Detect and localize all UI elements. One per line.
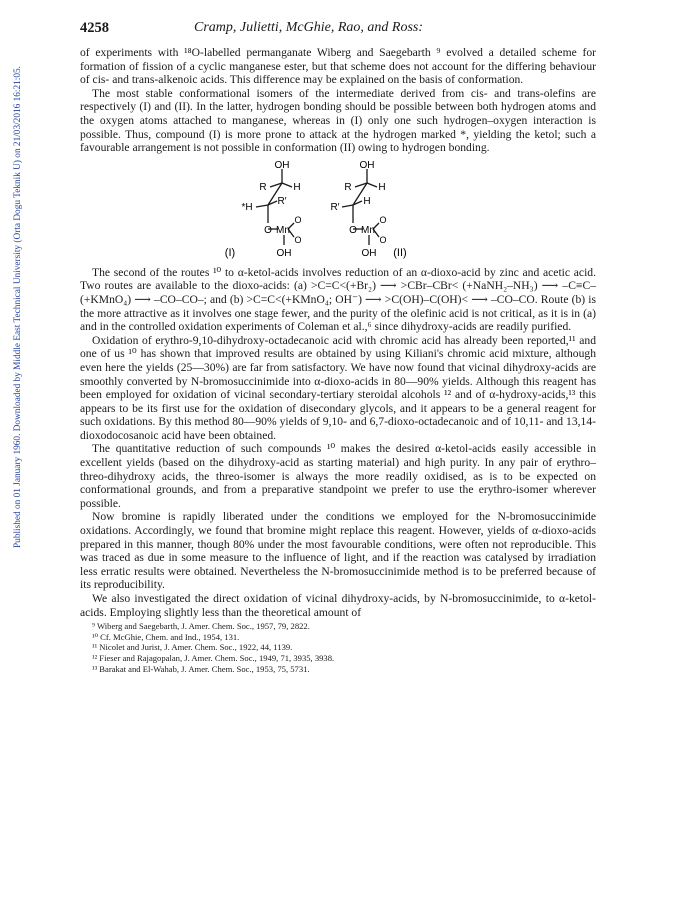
conformation-figure <box>80 157 596 262</box>
label-I: (I) <box>224 246 236 259</box>
oh-top-II: OH <box>359 159 375 171</box>
label-II: (II) <box>393 246 407 259</box>
paragraph-1: of experiments with ¹⁸O-labelled permanganate Wiberg and Saegebarth ⁹ evolved a detailed scheme for formation of fission of a cyclic manganese ester, but that scheme does not account for the differing behaviour of cis- and trans-alkenoic acids. This difference may be explained on the basis of conformation. <box>80 46 596 87</box>
running-title: Cramp, Julietti, McGhie, Rao, and Ross: <box>194 20 424 35</box>
footnote-10: ¹⁰ Cf. McGhie, Chem. and Ind., 1954, 131. <box>92 631 240 642</box>
h-II: H <box>378 181 386 193</box>
o-lower-I: O <box>294 234 302 245</box>
paragraph-5: The quantitative reduction of such compounds ¹⁰ makes the desired α-ketol-acids easily accessible in excellent yields (based on the dihydroxy-acid as starting material) and high purity. In any pair of erythro–threo-dihydroxy acids, the threo-isomer is always the more readily oxidised, as is to be expected on conformational grounds, and from a preparative standpoint we prefer to use the erythro-isomer wherever possible. <box>80 442 596 510</box>
footnote-11: ¹¹ Nicolet and Jurist, J. Amer. Chem. Soc., 1922, 44, 1139. <box>92 642 293 653</box>
oh-bottom-I: OH <box>276 247 292 259</box>
o-left-II: O <box>349 224 357 236</box>
footnotes <box>80 621 596 674</box>
h-lower-II: H <box>363 195 371 207</box>
conformation-structures <box>80 157 596 262</box>
oh-bottom-II: OH <box>361 247 377 259</box>
h-I: H <box>293 181 301 193</box>
footnote-12: ¹² Fieser and Rajagopalan, J. Amer. Chem. Soc., 1949, 71, 3935, 3938. <box>92 652 335 663</box>
paragraph-3: The second of the routes ¹⁰ to α-ketol-acids involves reduction of an α-dioxo-acid by zinc and acetic acid. Two routes are available to the dioxo-acids: (a) >C=C<(+Br₂) ⟶ >CBr–CBr< (+NaNH₂–NH₃) ⟶ –C≡C– (+KMnO₄) ⟶ –CO–CO–; and (b) >C=C<(+KMnO₄; OH⁻) ⟶ >C(OH)–C(OH)< ⟶ –CO–CO. Route (b) is the more attractive as it involves one stage fewer, and the purity of the olefinic acid is not critical, as it is in (a) and in the controlled oxidation experiments of Coleman et al.,⁶ since dihydroxy-acids are readily purified. <box>80 265 596 334</box>
download-notice: Published on 01 January 1960. Downloaded by Middle East Technical University (Orta Dogu Teknik U) on 21/03/2016 16:21:05. <box>13 66 23 548</box>
mn-II: Mn <box>361 224 375 236</box>
r-II: R <box>344 181 352 193</box>
r-I: R <box>259 181 267 193</box>
mn-I: Mn <box>276 224 290 236</box>
oh-top-I: OH <box>274 159 290 171</box>
download-watermark <box>0 40 23 600</box>
star-h-I: *H <box>241 201 253 213</box>
paragraph-2: The most stable conformational isomers of the intermediate derived from cis- and trans-olefins are respectively (I) and (II). In the latter, hydrogen bonding should be possible between both hydrogen atoms and the oxygen atoms attached to manganese, whereas in (I) only one such hydrogen–oxygen interaction is possible. Thus, compound (I) is more prone to attack at the hydrogen marked *, yielding the ketol; such a favourable arrangement is not possible in conformation (II) owing to hydrogen bonding. <box>80 86 596 155</box>
rprime-I: R′ <box>277 195 287 207</box>
footnote-13: ¹³ Barakat and El-Wahab, J. Amer. Chem. Soc., 1953, 75, 5731. <box>92 663 310 674</box>
o-upper-I: O <box>294 214 302 225</box>
o-upper-II: O <box>379 214 387 225</box>
paragraph-4: Oxidation of erythro-9,10-dihydroxy-octadecanoic acid with chromic acid has already been reported,¹¹ and one of us ¹⁰ has shown that improved results are obtained by using Kiliani's chromic acid mixture, although even here the yields (25—30%) are far from satisfactory. We have now found that vicinal dihydroxy-acids are smoothly converted by N-bromosuccinimide into α-dioxo-acids in 80—90% yields. Although this reagent has been employed for oxidation of vicinal secondary-tertiary steroidal alcohols ¹² and of α-hydroxy-acids,¹³ this appears to be its first use for the oxidation of disecondary glycols, and it appears to be a general reagent for such oxidations. By this method 80—90% yields of 9,10- and 6,7-dioxo-octadecanoic and of 10,11- and 13,14-dioxodocosanoic acid have been obtained. <box>80 333 596 442</box>
footnote-9: ⁹ Wiberg and Saegebarth, J. Amer. Chem. Soc., 1957, 79, 2822. <box>92 621 310 632</box>
paragraph-7: We also investigated the direct oxidation of vicinal dihydroxy-acids, by N-bromosuccinimide, to α-ketol-acids. Employing slightly less than the theoretical amount of <box>80 592 596 619</box>
paragraph-6: Now bromine is rapidly liberated under the conditions we employed for the N-bromosuccinimide oxidations. Accordingly, we found that bromine might replace this reagent. However, yields of α-dioxo-acids prepared in this manner, though 80% under the most favourable conditions, were often not reproducible. This was traced as due in some measure to the influence of light, and if the reaction was catalysed by irradiation less erratic results were obtained. Nevertheless the N-bromosuccinimide method is to be preferred because of its reproducibility. <box>80 510 596 592</box>
page-number: 4258 <box>80 20 109 36</box>
o-left-I: O <box>264 224 272 236</box>
page-header <box>80 20 596 42</box>
rprime-II: R′ <box>330 201 340 213</box>
o-lower-II: O <box>379 234 387 245</box>
article-body <box>80 46 596 674</box>
